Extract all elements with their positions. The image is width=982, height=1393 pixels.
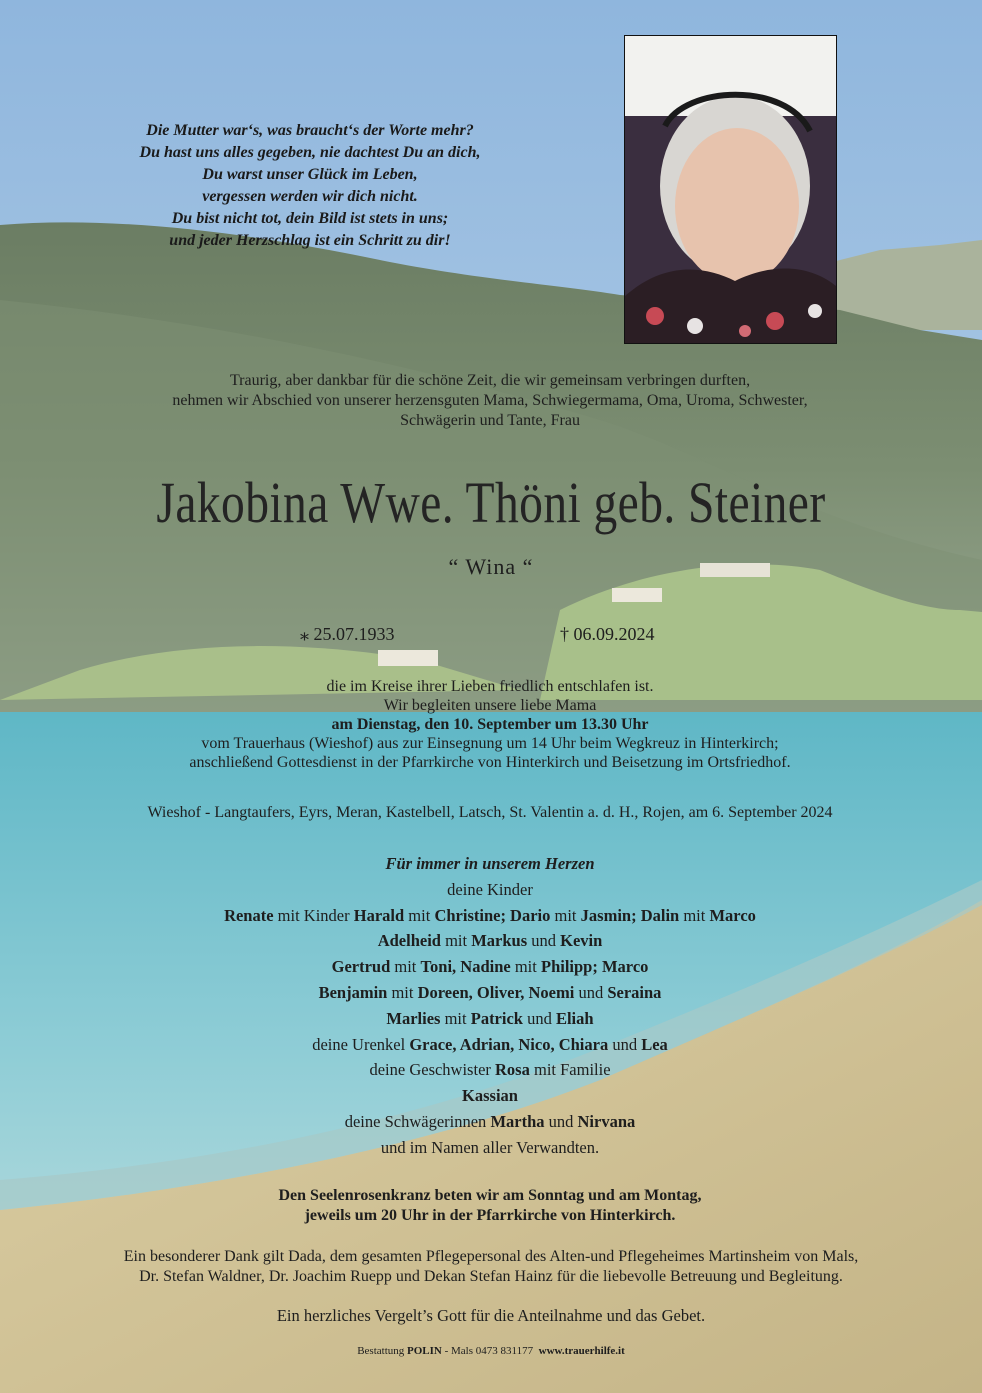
family-name: Christine; Dario	[434, 905, 551, 925]
poem-line: Du bist nicht tot, dein Bild ist stets in uns;	[171, 210, 449, 227]
family-connector: und	[522, 1008, 556, 1028]
family-name: Nirvana	[577, 1111, 636, 1131]
family-name: Marco	[709, 905, 756, 925]
family-name: Kassian	[462, 1086, 518, 1106]
portrait-photo	[624, 35, 837, 344]
birth-date: ⁎ 25.07.1933	[300, 624, 395, 644]
family-connector: mit	[550, 905, 581, 925]
schedule-line: Wir begleiten unsere liebe Mama	[383, 697, 597, 714]
family-connector: mit	[679, 905, 710, 925]
family-row	[20, 1109, 960, 1135]
family-connector: deine Geschwister	[369, 1060, 496, 1080]
family-connector: und	[574, 982, 608, 1002]
footer-contact: - Mals 0473 831177	[441, 1345, 539, 1357]
family-row	[20, 954, 960, 980]
family-name: Toni, Nadine	[420, 957, 511, 977]
rosary-line: jeweils um 20 Uhr in der Pfarrkirche von Hinterkirch.	[304, 1207, 676, 1224]
family-list	[20, 851, 960, 1161]
family-name: Eliah	[555, 1008, 594, 1028]
family-row	[20, 980, 960, 1006]
intro-text	[40, 371, 940, 431]
family-closing: und im Namen aller Verwandten.	[380, 1137, 600, 1157]
family-name: Seraina	[607, 982, 662, 1002]
footer-company: POLIN	[407, 1345, 442, 1357]
family-connector: mit Kinder	[273, 905, 354, 925]
family-row	[20, 1006, 960, 1032]
gratitude-line: Ein herzliches Vergelt’s Gott für die Anteilnahme und das Gebet.	[276, 1306, 706, 1325]
family-row	[20, 928, 960, 954]
rosary-line: Den Seelenrosenkranz beten wir am Sonntag und am Montag,	[278, 1187, 702, 1204]
family-connector: mit	[387, 982, 418, 1002]
funeral-home-footer	[20, 1344, 962, 1358]
thanks-line: Dr. Stefan Waldner, Dr. Joachim Ruepp und Dekan Stefan Hainz für die liebevolle Betreuung und Begleitung.	[139, 1268, 843, 1285]
places-and-date: Wieshof - Langtaufers, Eyrs, Meran, Kastelbell, Latsch, St. Valentin a. d. H., Rojen, am 6. September 2024	[147, 804, 833, 821]
family-row	[20, 903, 960, 929]
poem-line: Du hast uns alles gegeben, nie dachtest Du an dich,	[139, 144, 481, 161]
intro-line: Schwägerin und Tante, Frau	[400, 412, 580, 429]
family-heading: Für immer in unserem Herzen	[385, 854, 595, 873]
thanks-text	[20, 1247, 962, 1287]
family-name: Benjamin	[318, 982, 388, 1002]
family-row	[20, 1032, 960, 1058]
poem-line: und jeder Herzschlag ist ein Schritt zu dir!	[169, 232, 451, 249]
intro-line: Traurig, aber dankbar für die schöne Zeit, die wir gemeinsam verbringen durften,	[229, 372, 751, 389]
family-connector: und	[527, 931, 561, 951]
family-name: Lea	[641, 1034, 668, 1054]
family-connector: mit	[440, 1008, 471, 1028]
family-name: Renate	[224, 905, 274, 925]
family-name: Philipp; Marco	[540, 957, 649, 977]
poem	[40, 120, 580, 252]
family-connector: mit	[404, 905, 435, 925]
family-connector: mit	[440, 931, 472, 951]
family-name: Grace, Adrian, Nico, Chiara	[409, 1034, 609, 1054]
family-connector: deine Urenkel	[312, 1034, 410, 1054]
family-connector: mit	[510, 957, 541, 977]
nickname: “ Wina “	[448, 554, 534, 579]
poem-line: Die Mutter war‘s, was braucht‘s der Worte mehr?	[146, 122, 474, 139]
intro-line: nehmen wir Abschied von unserer herzensguten Mama, Schwiegermama, Oma, Uroma, Schwester,	[172, 392, 808, 409]
family-connector: deine Schwägerinnen	[344, 1111, 491, 1131]
family-connector: und	[608, 1034, 642, 1054]
poem-line: Du warst unser Glück im Leben,	[202, 166, 418, 183]
family-name: Martha	[490, 1111, 545, 1131]
footer-prefix: Bestattung	[357, 1345, 408, 1357]
death-date: † 06.09.2024	[560, 624, 655, 644]
funeral-schedule	[40, 677, 940, 772]
family-connector: und	[544, 1111, 578, 1131]
poem-line: vergessen werden wir dich nicht.	[202, 188, 418, 205]
family-name: Rosa	[495, 1060, 530, 1080]
family-row	[20, 1057, 960, 1083]
family-name: Adelheid	[377, 931, 441, 951]
deceased-name: Jakobina Wwe. Thöni geb. Steiner	[156, 470, 826, 535]
children-label: deine Kinder	[447, 879, 533, 899]
family-name: Gertrud	[331, 957, 391, 977]
schedule-line: vom Trauerhaus (Wieshof) aus zur Einsegnung um 14 Uhr beim Wegkreuz in Hinterkirch;	[201, 735, 779, 752]
family-name: Kevin	[560, 931, 603, 951]
family-name: Markus	[471, 931, 528, 951]
family-name: Harald	[353, 905, 405, 925]
family-row	[20, 1083, 960, 1109]
family-connector: mit	[390, 957, 421, 977]
thanks-line: Ein besonderer Dank gilt Dada, dem gesamten Pflegepersonal des Alten-und Pflegeheimes Martinsheim von Mals,	[123, 1248, 859, 1265]
family-connector: mit Familie	[529, 1060, 611, 1080]
family-name: Patrick	[470, 1008, 523, 1028]
family-name: Jasmin; Dalin	[580, 905, 680, 925]
family-name: Marlies	[386, 1008, 441, 1028]
footer-website-link[interactable]: www.trauerhilfe.it	[538, 1345, 625, 1357]
schedule-date: am Dienstag, den 10. September um 13.30 Uhr	[331, 716, 649, 733]
family-name: Doreen, Oliver, Noemi	[417, 982, 575, 1002]
schedule-line: anschließend Gottesdienst in der Pfarrkirche von Hinterkirch und Beisetzung im Ortsfriedhof.	[189, 754, 791, 771]
rosary-notice	[40, 1186, 940, 1226]
schedule-line: die im Kreise ihrer Lieben friedlich entschlafen ist.	[326, 678, 654, 695]
